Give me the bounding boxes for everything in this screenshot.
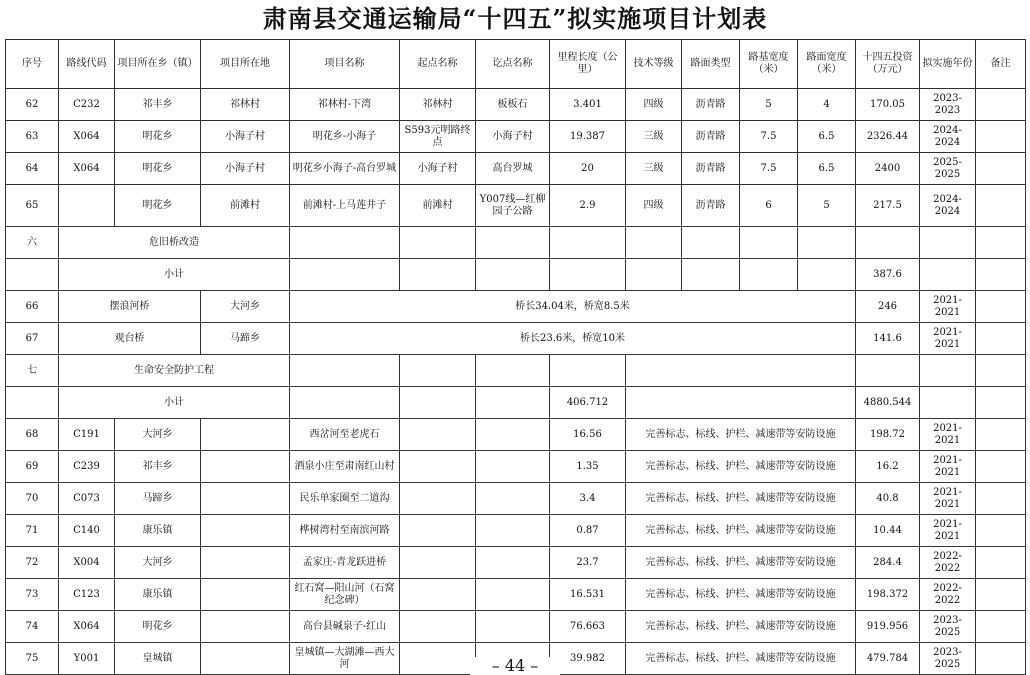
empty-cell — [920, 259, 976, 291]
cell-years: 2023-2023 — [920, 89, 976, 121]
header-township: 项目所在乡（镇） — [115, 40, 201, 89]
cell-length: 16.531 — [550, 579, 626, 611]
empty-cell — [920, 355, 976, 387]
cell-surface: 沥青路 — [682, 185, 740, 227]
table-row — [6, 121, 1026, 153]
cell-remarks — [976, 451, 1026, 483]
cell-township: 大河乡 — [115, 547, 201, 579]
empty-cell — [920, 227, 976, 259]
cell-name: 高台县碱泉子-红山 — [290, 611, 400, 643]
cell-bridge-name: 观台桥 — [59, 323, 201, 355]
empty-cell — [6, 387, 59, 419]
cell-location — [201, 611, 290, 643]
cell-investment: 198.372 — [856, 579, 920, 611]
empty-cell — [626, 387, 856, 419]
empty-cell — [476, 547, 550, 579]
cell-code: X064 — [59, 611, 115, 643]
cell-years: 2021-2021 — [920, 419, 976, 451]
cell-seq: 64 — [6, 153, 59, 185]
cell-length: 0.87 — [550, 515, 626, 547]
empty-cell — [740, 259, 798, 291]
cell-bridge-spec: 桥长23.6米，桥宽10米 — [290, 323, 856, 355]
header-subgrade-width: 路基宽度（米） — [740, 40, 798, 89]
cell-code: C239 — [59, 451, 115, 483]
cell-seq: 62 — [6, 89, 59, 121]
section-header-row — [6, 227, 1026, 259]
header-start: 起点名称 — [400, 40, 476, 89]
empty-cell — [400, 611, 476, 643]
empty-cell — [550, 355, 626, 387]
cell-seq: 73 — [6, 579, 59, 611]
cell-years: 2021-2021 — [920, 291, 976, 323]
cell-surface: 沥青路 — [682, 153, 740, 185]
cell-investment: 40.8 — [856, 483, 920, 515]
empty-cell — [400, 547, 476, 579]
cell-seq: 68 — [6, 419, 59, 451]
header-years: 拟实施年份 — [920, 40, 976, 89]
subtotal-label: 小计 — [59, 259, 290, 291]
empty-cell — [856, 227, 920, 259]
empty-cell — [400, 419, 476, 451]
cell-length: 16.56 — [550, 419, 626, 451]
section-title: 生命安全防护工程 — [59, 355, 290, 387]
cell-investment: 170.05 — [856, 89, 920, 121]
header-route-code: 路线代码 — [59, 40, 115, 89]
cell-investment: 141.6 — [856, 323, 920, 355]
cell-subgrade: 5 — [740, 89, 798, 121]
cell-investment: 479.784 — [856, 643, 920, 675]
cell-seq: 70 — [6, 483, 59, 515]
empty-cell — [476, 355, 550, 387]
empty-cell — [400, 227, 476, 259]
cell-location — [201, 547, 290, 579]
cell-location — [201, 579, 290, 611]
header-investment: 十四五投资（万元） — [856, 40, 920, 89]
cell-township: 明花乡 — [115, 121, 201, 153]
empty-cell — [740, 227, 798, 259]
cell-surface: 沥青路 — [682, 89, 740, 121]
empty-cell — [476, 387, 550, 419]
cell-township: 明花乡 — [115, 611, 201, 643]
cell-subgrade: 6 — [740, 185, 798, 227]
cell-safety-desc: 完善标志、标线、护栏、减速带等安防设施 — [626, 419, 856, 451]
cell-township: 明花乡 — [115, 153, 201, 185]
table-row — [6, 185, 1026, 227]
header-grade: 技术等级 — [626, 40, 682, 89]
cell-safety-desc: 完善标志、标线、护栏、减速带等安防设施 — [626, 483, 856, 515]
header-row — [6, 40, 1026, 89]
cell-location — [201, 419, 290, 451]
cell-length: 19.387 — [550, 121, 626, 153]
table-row — [6, 153, 1026, 185]
empty-cell — [476, 611, 550, 643]
empty-cell — [6, 259, 59, 291]
subtotal-investment: 4880.544 — [856, 387, 920, 419]
cell-seq: 63 — [6, 121, 59, 153]
cell-remarks — [976, 291, 1026, 323]
cell-years: 2025-2025 — [920, 153, 976, 185]
empty-cell — [976, 387, 1026, 419]
cell-length: 39.982 — [550, 643, 626, 675]
cell-remarks — [976, 185, 1026, 227]
empty-cell — [920, 387, 976, 419]
cell-remarks — [976, 643, 1026, 675]
header-project-name: 项目名称 — [290, 40, 400, 89]
cell-years: 2024-2024 — [920, 185, 976, 227]
cell-investment: 2400 — [856, 153, 920, 185]
cell-length: 76.663 — [550, 611, 626, 643]
empty-cell — [290, 355, 400, 387]
section-title: 危旧桥改造 — [59, 227, 290, 259]
cell-seq: 69 — [6, 451, 59, 483]
cell-years: 2022-2022 — [920, 579, 976, 611]
table-row — [6, 547, 1026, 579]
cell-years: 2023-2025 — [920, 643, 976, 675]
cell-safety-desc: 完善标志、标线、护栏、减速带等安防设施 — [626, 547, 856, 579]
cell-location: 小海子村 — [201, 153, 290, 185]
cell-years: 2021-2021 — [920, 323, 976, 355]
cell-township: 祁丰乡 — [115, 451, 201, 483]
cell-township: 祁丰乡 — [115, 89, 201, 121]
header-pavement-width: 路面宽度（米） — [798, 40, 856, 89]
empty-cell — [476, 419, 550, 451]
empty-cell — [856, 355, 920, 387]
cell-investment: 284.4 — [856, 547, 920, 579]
cell-location — [201, 451, 290, 483]
empty-cell — [682, 227, 740, 259]
cell-bridge-name: 摆浪河桥 — [59, 291, 201, 323]
cell-safety-desc: 完善标志、标线、护栏、减速带等安防设施 — [626, 515, 856, 547]
cell-township: 马蹄乡 — [115, 483, 201, 515]
table-row — [6, 451, 1026, 483]
cell-investment: 2326.44 — [856, 121, 920, 153]
cell-seq: 67 — [6, 323, 59, 355]
empty-cell — [976, 259, 1026, 291]
cell-length: 23.7 — [550, 547, 626, 579]
cell-township: 大河乡 — [201, 291, 290, 323]
cell-investment: 198.72 — [856, 419, 920, 451]
cell-surface: 沥青路 — [682, 121, 740, 153]
cell-name: 酒泉小庄至肃南红山村 — [290, 451, 400, 483]
empty-cell — [976, 355, 1026, 387]
cell-seq: 72 — [6, 547, 59, 579]
cell-township: 明花乡 — [115, 185, 201, 227]
section-number: 七 — [6, 355, 59, 387]
cell-location: 前滩村 — [201, 185, 290, 227]
cell-pavement: 5 — [798, 185, 856, 227]
cell-grade: 四级 — [626, 185, 682, 227]
cell-location — [201, 643, 290, 675]
empty-cell — [798, 227, 856, 259]
header-seq: 序号 — [6, 40, 59, 89]
cell-name: 民乐单家圈至二道沟 — [290, 483, 400, 515]
cell-code: X004 — [59, 547, 115, 579]
empty-cell — [400, 643, 476, 675]
table-row — [6, 419, 1026, 451]
subtotal-length: 406.712 — [550, 387, 626, 419]
cell-end: 小海子村 — [476, 121, 550, 153]
cell-start: 前滩村 — [400, 185, 476, 227]
header-surface: 路面类型 — [682, 40, 740, 89]
empty-cell — [400, 483, 476, 515]
table-row — [6, 291, 1026, 323]
cell-end: Y007线—红柳园子公路 — [476, 185, 550, 227]
cell-location — [201, 515, 290, 547]
cell-investment: 10.44 — [856, 515, 920, 547]
empty-cell — [400, 579, 476, 611]
page-number: – 44 – — [470, 657, 560, 675]
empty-cell — [682, 259, 740, 291]
cell-township: 大河乡 — [115, 419, 201, 451]
cell-length: 2.9 — [550, 185, 626, 227]
cell-code: C232 — [59, 89, 115, 121]
cell-pavement: 4 — [798, 89, 856, 121]
subtotal-row — [6, 387, 1026, 419]
cell-years: 2023-2025 — [920, 611, 976, 643]
empty-cell — [290, 387, 400, 419]
cell-code: X064 — [59, 121, 115, 153]
cell-seq: 66 — [6, 291, 59, 323]
cell-end: 板板石 — [476, 89, 550, 121]
cell-code: Y001 — [59, 643, 115, 675]
cell-investment: 919.956 — [856, 611, 920, 643]
cell-grade: 三级 — [626, 121, 682, 153]
header-length: 里程长度（公里） — [550, 40, 626, 89]
cell-name: 西岔河至老虎石 — [290, 419, 400, 451]
cell-remarks — [976, 323, 1026, 355]
empty-cell — [476, 451, 550, 483]
cell-years: 2021-2021 — [920, 483, 976, 515]
cell-township: 康乐镇 — [115, 515, 201, 547]
cell-location: 小海子村 — [201, 121, 290, 153]
cell-code: C073 — [59, 483, 115, 515]
empty-cell — [290, 259, 400, 291]
table-row — [6, 89, 1026, 121]
empty-cell — [400, 259, 476, 291]
project-plan-table — [5, 39, 1026, 675]
cell-length: 3.401 — [550, 89, 626, 121]
cell-grade: 三级 — [626, 153, 682, 185]
cell-years: 2021-2021 — [920, 451, 976, 483]
empty-cell — [476, 515, 550, 547]
cell-investment: 217.5 — [856, 185, 920, 227]
empty-cell — [626, 259, 682, 291]
empty-cell — [290, 227, 400, 259]
subtotal-row — [6, 259, 1026, 291]
section-header-row — [6, 355, 1026, 387]
header-location: 项目所在地 — [201, 40, 290, 89]
cell-code: C140 — [59, 515, 115, 547]
cell-grade: 四级 — [626, 89, 682, 121]
header-remarks: 备注 — [976, 40, 1026, 89]
cell-safety-desc: 完善标志、标线、护栏、减速带等安防设施 — [626, 579, 856, 611]
cell-years: 2021-2021 — [920, 515, 976, 547]
cell-subgrade: 7.5 — [740, 153, 798, 185]
cell-start: 小海子村 — [400, 153, 476, 185]
empty-cell — [400, 515, 476, 547]
subtotal-investment: 387.6 — [856, 259, 920, 291]
empty-cell — [798, 259, 856, 291]
cell-start: S593元明路终点 — [400, 121, 476, 153]
section-number: 六 — [6, 227, 59, 259]
cell-code — [59, 185, 115, 227]
cell-name: 祁林村-下湾 — [290, 89, 400, 121]
cell-location — [201, 483, 290, 515]
empty-cell — [476, 227, 550, 259]
cell-name: 皇城镇—大湖滩—西大河 — [290, 643, 400, 675]
empty-cell — [476, 483, 550, 515]
table-row — [6, 579, 1026, 611]
cell-township: 皇城镇 — [115, 643, 201, 675]
cell-remarks — [976, 153, 1026, 185]
cell-length: 3.4 — [550, 483, 626, 515]
cell-name: 孟家庄-青龙跃进桥 — [290, 547, 400, 579]
table-row — [6, 611, 1026, 643]
empty-cell — [626, 355, 856, 387]
cell-investment: 246 — [856, 291, 920, 323]
cell-name: 红石窝—阳山河（石窝纪念碑） — [290, 579, 400, 611]
cell-township: 马蹄乡 — [201, 323, 290, 355]
cell-end: 高台罗城 — [476, 153, 550, 185]
cell-start: 祁林村 — [400, 89, 476, 121]
cell-pavement: 6.5 — [798, 153, 856, 185]
cell-subgrade: 7.5 — [740, 121, 798, 153]
empty-cell — [550, 227, 626, 259]
cell-length: 20 — [550, 153, 626, 185]
cell-years: 2022-2022 — [920, 547, 976, 579]
cell-safety-desc: 完善标志、标线、护栏、减速带等安防设施 — [626, 451, 856, 483]
cell-township: 康乐镇 — [115, 579, 201, 611]
cell-name: 明花乡-小海子 — [290, 121, 400, 153]
cell-location: 祁林村 — [201, 89, 290, 121]
empty-cell — [626, 227, 682, 259]
empty-cell — [476, 259, 550, 291]
cell-seq: 65 — [6, 185, 59, 227]
empty-cell — [976, 227, 1026, 259]
cell-seq: 74 — [6, 611, 59, 643]
header-end: 讫点名称 — [476, 40, 550, 89]
cell-remarks — [976, 419, 1026, 451]
cell-code: C191 — [59, 419, 115, 451]
cell-name: 前滩村-上马莲井子 — [290, 185, 400, 227]
cell-code: C123 — [59, 579, 115, 611]
cell-seq: 71 — [6, 515, 59, 547]
table-row — [6, 323, 1026, 355]
cell-name: 明花乡小海子-高台罗城 — [290, 153, 400, 185]
cell-code: X064 — [59, 153, 115, 185]
cell-remarks — [976, 121, 1026, 153]
empty-cell — [550, 259, 626, 291]
empty-cell — [400, 355, 476, 387]
cell-years: 2024-2024 — [920, 121, 976, 153]
empty-cell — [400, 451, 476, 483]
page-title: 肃南县交通运输局“十四五”拟实施项目计划表 — [262, 4, 768, 33]
cell-remarks — [976, 483, 1026, 515]
cell-investment: 16.2 — [856, 451, 920, 483]
empty-cell — [400, 387, 476, 419]
cell-safety-desc: 完善标志、标线、护栏、减速带等安防设施 — [626, 611, 856, 643]
cell-pavement: 6.5 — [798, 121, 856, 153]
cell-safety-desc: 完善标志、标线、护栏、减速带等安防设施 — [626, 643, 856, 675]
subtotal-label: 小计 — [59, 387, 290, 419]
cell-remarks — [976, 547, 1026, 579]
cell-bridge-spec: 桥长34.04米，桥宽8.5米 — [290, 291, 856, 323]
table-row — [6, 483, 1026, 515]
cell-name: 桦树湾村至南滨河路 — [290, 515, 400, 547]
cell-remarks — [976, 611, 1026, 643]
cell-seq: 75 — [6, 643, 59, 675]
table-row — [6, 515, 1026, 547]
cell-remarks — [976, 515, 1026, 547]
cell-remarks — [976, 89, 1026, 121]
cell-length: 1.35 — [550, 451, 626, 483]
cell-remarks — [976, 579, 1026, 611]
empty-cell — [476, 579, 550, 611]
